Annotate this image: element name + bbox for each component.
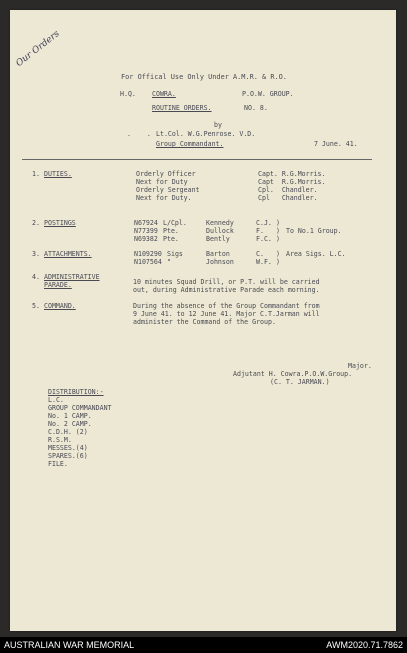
service-number: N107564	[134, 258, 162, 266]
hq-label: H.Q.	[120, 90, 136, 98]
attachment-destination: Area Sigs. L.C.	[286, 250, 346, 258]
distribution-item: C.D.H. (2)	[48, 428, 88, 436]
service-number: N109290	[134, 250, 162, 258]
surname: Dullock	[206, 227, 234, 235]
initials: C.	[256, 250, 264, 258]
service-number: N67924	[134, 219, 158, 227]
section-heading-admin: ADMINISTRATIVE	[44, 273, 100, 281]
initials: C.J.	[256, 219, 272, 227]
section-number: 1.	[32, 170, 40, 178]
section-heading-postings: POSTINGS	[44, 219, 76, 227]
duty-role: Orderly Sergeant	[136, 186, 200, 194]
surname: Barton	[206, 250, 230, 258]
section-heading-duties: DUTIES.	[44, 170, 72, 178]
distribution-item: SPARES.(6)	[48, 452, 88, 460]
section-heading-parade: PARADE.	[44, 281, 72, 289]
section-number: 3.	[32, 250, 40, 258]
officer-name: Lt.Col. W.G.Penrose. V.D.	[156, 130, 256, 138]
margin-dot: . .	[127, 130, 151, 138]
duty-name: Cpl. Chandler.	[258, 186, 318, 194]
distribution-item: L.C.	[48, 396, 64, 404]
officer-title: Group Commandant.	[156, 140, 224, 148]
admin-text: out, during Administrative Parade each morning.	[133, 286, 320, 294]
duty-role: Orderly Officer	[136, 170, 196, 178]
duty-role: Next for Duty.	[136, 194, 192, 202]
admin-text: 10 minutes Squad Drill, or P.T. will be carried	[133, 278, 320, 286]
duty-name: Cpl Chandler.	[258, 194, 318, 202]
rank: L/Cpl.	[163, 219, 187, 227]
distribution-item: GROUP COMMANDANT	[48, 404, 112, 412]
by-label: by	[214, 121, 222, 129]
distribution-item: R.S.M.	[48, 436, 72, 444]
archive-reference: AWM2020.71.7862	[326, 640, 403, 650]
signature-adjutant: Adjutant H. Cowra.P.O.W.Group.	[233, 370, 353, 378]
distribution-item: No. 1 CAMP.	[48, 412, 92, 420]
surname: Johnson	[206, 258, 234, 266]
distribution-item: FILE.	[48, 460, 68, 468]
rank: Pte.	[163, 235, 179, 243]
signature-rank: Major.	[348, 362, 372, 370]
command-text: 9 June 41. to 12 June 41. Major C.T.Jarman will	[133, 310, 320, 318]
security-classification: For Offical Use Only Under A.M.R. & R.O.	[121, 73, 287, 81]
distribution-item: No. 2 CAMP.	[48, 420, 92, 428]
order-date: 7 June. 41.	[314, 140, 358, 148]
handwritten-annotation: Our Orders	[14, 29, 62, 69]
duty-role: Next for Duty	[136, 178, 188, 186]
rank: Pte.	[163, 227, 179, 235]
group-name: P.O.W. GROUP.	[242, 90, 294, 98]
surname: Kennedy	[206, 219, 234, 227]
header-divider	[22, 159, 372, 160]
archive-footer	[0, 637, 407, 653]
section-heading-command: COMMAND.	[44, 302, 76, 310]
section-number: 4.	[32, 273, 40, 281]
bracket: ) )	[276, 250, 280, 266]
service-number: N77399	[134, 227, 158, 235]
orders-number: NO. 8.	[244, 104, 268, 112]
section-number: 5.	[32, 302, 40, 310]
initials: W.F.	[256, 258, 272, 266]
distribution-heading: DISTRIBUTION:-	[48, 388, 104, 396]
duty-name: Capt. R.G.Morris.	[258, 170, 326, 178]
rank: "	[167, 258, 171, 266]
bracket: ) ) )	[276, 219, 280, 243]
duty-name: Capt R.G.Morris.	[258, 178, 326, 186]
location: COWRA.	[152, 90, 176, 98]
service-number: N69382	[134, 235, 158, 243]
surname: Bently	[206, 235, 230, 243]
distribution-item: MESSES.(4)	[48, 444, 88, 452]
archive-name: AUSTRALIAN WAR MEMORIAL	[4, 640, 135, 650]
initials: F.	[256, 227, 264, 235]
command-text: administer the Command of the Group.	[133, 318, 276, 326]
orders-title: ROUTINE ORDERS.	[152, 104, 212, 112]
rank: Sigs	[167, 250, 183, 258]
section-number: 2.	[32, 219, 40, 227]
posting-destination: To No.1 Group.	[286, 227, 342, 235]
initials: F.C.	[256, 235, 272, 243]
signature-name: (C. T. JARMAN.)	[270, 378, 330, 386]
section-heading-attachments: ATTACHMENTS.	[44, 250, 92, 258]
command-text: During the absence of the Group Commandant from	[133, 302, 320, 310]
